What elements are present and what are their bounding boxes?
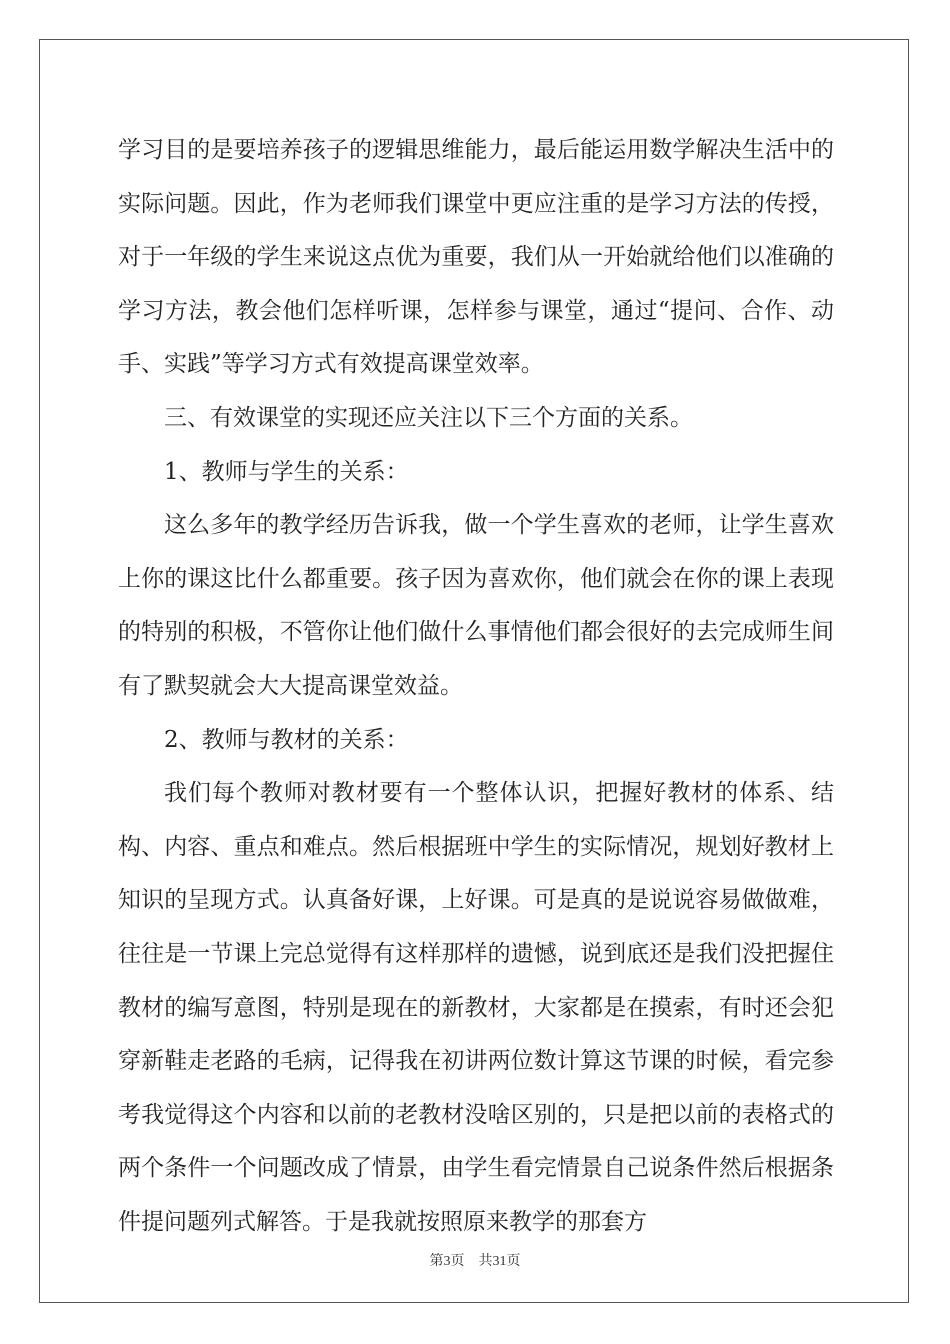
page-number: 第3页 bbox=[429, 1254, 465, 1269]
paragraph-continued: 学习目的是要培养孩子的逻辑思维能力，最后能运用数学解决生活中的实际问题。因此，作为老师我们课堂中更应注重的是学习方法的传授，对于一年级的学生来说这点优为重要，我们从一开始就给他们以准确的学习方法，教会他们怎样听课，怎样参与课堂，通过“提问、合作、动手、实践”等学习方式有效提高课堂效率。 bbox=[118, 137, 834, 378]
page-total: 共31页 bbox=[478, 1254, 521, 1269]
page-footer bbox=[0, 1250, 950, 1270]
paragraph-subheading-teacher-textbook: 2、教师与教材的关系： bbox=[164, 726, 409, 753]
document-body bbox=[118, 124, 834, 1249]
paragraph-teacher-textbook: 我们每个教师对教材要有一个整体认识，把握好教材的体系、结构、内容、重点和难点。然后根据班中学生的实际情况，规划好教材上知识的呈现方式。认真备好课，上好课。可是真的是说说容易做做难，往往是一节课上完总觉得有这样那样的遗憾，说到底还是我们没把握住教材的编写意图，特别是现在的新教材，大家都是在摸索，有时还会犯穿新鞋走老路的毛病，记得我在初讲两位数计算这节课的时候，看完参考我觉得这个内容和以前的老教材没啥区别的，只是把以前的表格式的两个条件一个问题改成了情景，由学生看完情景自己说条件然后根据条件提问题列式解答。于是我就按照原来教学的那套方 bbox=[118, 780, 834, 1235]
paragraph-teacher-student: 这么多年的教学经历告诉我，做一个学生喜欢的老师，让学生喜欢上你的课这比什么都重要。孩子因为喜欢你，他们就会在你的课上表现的特别的积极，不管你让他们做什么事情他们都会很好的去完成师生间有了默契就会大大提高课堂效益。 bbox=[118, 512, 834, 699]
paragraph-section-three-heading: 三、有效课堂的实现还应关注以下三个方面的关系。 bbox=[164, 404, 693, 431]
paragraph-subheading-teacher-student: 1、教师与学生的关系： bbox=[164, 458, 409, 485]
